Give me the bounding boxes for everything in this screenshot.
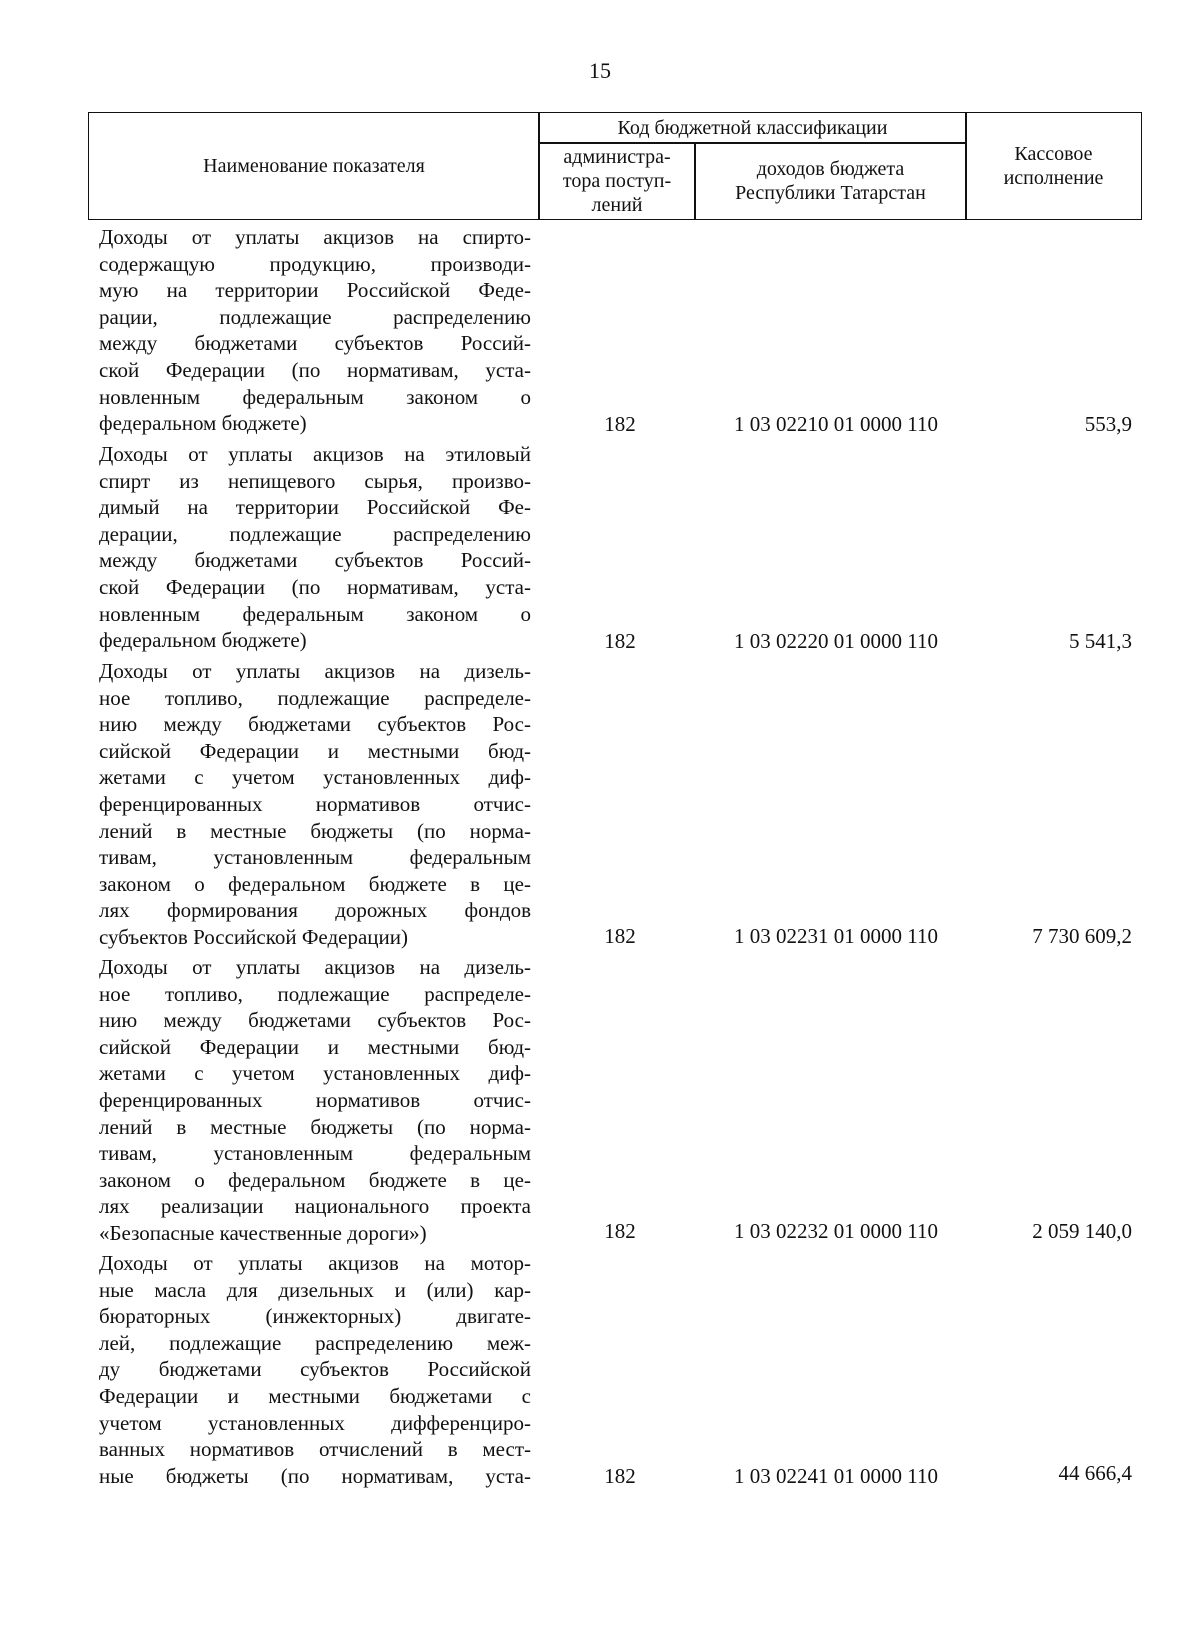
- description-line: содержащую продукцию, производи-: [99, 251, 531, 276]
- amount: 553,9: [1084, 412, 1132, 436]
- description-line: ской Федерации (по нормативам, уста-: [99, 574, 531, 599]
- amount: 2 059 140,0: [1032, 1219, 1132, 1243]
- row-description: [99, 1250, 531, 1489]
- description-line: тивам, установленным федеральным: [99, 845, 531, 870]
- header-exec-line: исполнение: [1003, 167, 1104, 189]
- description-line: жетами с учетом установленных диф-: [99, 765, 531, 790]
- description-line: новленным федеральным законом о: [99, 384, 531, 409]
- header-code-group-label: Код бюджетной классификации: [617, 117, 888, 139]
- description-line: мую на территории Российской Феде-: [99, 278, 531, 303]
- budget-code: 1 03 02241 01 0000 110: [734, 1464, 938, 1488]
- description-line: сийской Федерации и местными бюд-: [99, 1034, 531, 1059]
- description-line: Доходы от уплаты акцизов на дизель-: [99, 659, 531, 683]
- budget-code: 1 03 02231 01 0000 110: [734, 924, 938, 948]
- header-name-label: Наименование показателя: [203, 155, 425, 177]
- description-line: димый на территории Российской Фе-: [99, 495, 531, 520]
- description-line: ференцированных нормативов отчис-: [99, 791, 531, 816]
- description-line: лях формирования дорожных фондов: [99, 898, 531, 923]
- description-line: спирт из непищевого сырья, произво-: [99, 468, 531, 493]
- header-exec-line: Кассовое: [1014, 143, 1093, 165]
- admin-code: 182: [604, 1464, 636, 1488]
- header-admin-line: тора поступ-: [562, 170, 672, 192]
- row-description: [99, 954, 531, 1247]
- description-line: Доходы от уплаты акцизов на дизель-: [99, 955, 531, 979]
- budget-code: 1 03 02220 01 0000 110: [734, 629, 938, 653]
- description-line: ные бюджеты (по нормативам, уста-: [99, 1463, 531, 1488]
- page-number: 15: [589, 58, 611, 83]
- admin-code: 182: [604, 924, 636, 948]
- header-code-group: [538, 112, 967, 144]
- description-line: между бюджетами субъектов Россий-: [99, 548, 531, 573]
- header-name-column: [88, 112, 540, 220]
- description-line: лей, подлежащие распределению меж-: [99, 1330, 531, 1355]
- header-income-line: доходов бюджета: [756, 158, 905, 180]
- header-admin-line: лений: [591, 194, 643, 216]
- budget-code: 1 03 02210 01 0000 110: [734, 412, 938, 436]
- admin-code: 182: [604, 1219, 636, 1243]
- description-line: «Безопасные качественные дороги»): [99, 1220, 427, 1245]
- description-line: федеральном бюджете): [99, 628, 307, 653]
- amount: 44 666,4: [1058, 1461, 1132, 1485]
- description-line: учетом установленных дифференциро-: [99, 1410, 531, 1435]
- header-admin-line: администра-: [563, 146, 671, 168]
- description-line: ное топливо, подлежащие распределе-: [99, 981, 531, 1006]
- description-line: лений в местные бюджеты (по норма-: [99, 818, 531, 843]
- description-line: Федерации и местными бюджетами с: [99, 1383, 531, 1408]
- admin-code: 182: [604, 629, 636, 653]
- description-line: тивам, установленным федеральным: [99, 1141, 531, 1166]
- header-exec-column: [965, 112, 1142, 220]
- description-line: лях реализации национального проекта: [99, 1194, 531, 1219]
- description-line: сийской Федерации и местными бюд-: [99, 738, 531, 763]
- description-line: дерации, подлежащие распределению: [99, 521, 531, 546]
- row-description: [99, 224, 531, 437]
- description-line: нию между бюджетами субъектов Рос-: [99, 1008, 531, 1033]
- header-income-line: Республики Татарстан: [735, 182, 926, 204]
- description-line: лений в местные бюджеты (по норма-: [99, 1114, 531, 1139]
- description-line: ской Федерации (по нормативам, уста-: [99, 357, 531, 382]
- description-line: Доходы от уплаты акцизов на мотор-: [99, 1251, 531, 1275]
- description-line: новленным федеральным законом о: [99, 601, 531, 626]
- description-line: бюраторных (инжекторных) двигате-: [99, 1304, 531, 1329]
- description-line: ференцированных нормативов отчис-: [99, 1087, 531, 1112]
- description-line: жетами с учетом установленных диф-: [99, 1061, 531, 1086]
- header-income-column: [694, 142, 967, 220]
- description-line: федеральном бюджете): [99, 411, 307, 436]
- header-admin-column: [538, 142, 696, 220]
- row-description: [99, 658, 531, 951]
- description-line: ванных нормативов отчислений в мест-: [99, 1437, 531, 1462]
- admin-code: 182: [604, 412, 636, 436]
- description-line: Доходы от уплаты акцизов на этиловый: [99, 442, 531, 466]
- budget-code: 1 03 02232 01 0000 110: [734, 1219, 938, 1243]
- description-line: ду бюджетами субъектов Российской: [99, 1357, 531, 1382]
- description-line: нию между бюджетами субъектов Рос-: [99, 712, 531, 737]
- description-line: ное топливо, подлежащие распределе-: [99, 685, 531, 710]
- description-line: законом о федеральном бюджете в це-: [99, 871, 531, 896]
- description-line: ные масла для дизельных и (или) кар-: [99, 1277, 531, 1302]
- description-line: рации, подлежащие распределению: [99, 304, 531, 329]
- row-description: [99, 441, 531, 654]
- amount: 7 730 609,2: [1032, 924, 1132, 948]
- description-line: Доходы от уплаты акцизов на спирто-: [99, 225, 531, 249]
- description-line: между бюджетами субъектов Россий-: [99, 331, 531, 356]
- description-line: субъектов Российской Федерации): [99, 924, 409, 949]
- description-line: законом о федеральном бюджете в це-: [99, 1167, 531, 1192]
- amount: 5 541,3: [1069, 629, 1132, 653]
